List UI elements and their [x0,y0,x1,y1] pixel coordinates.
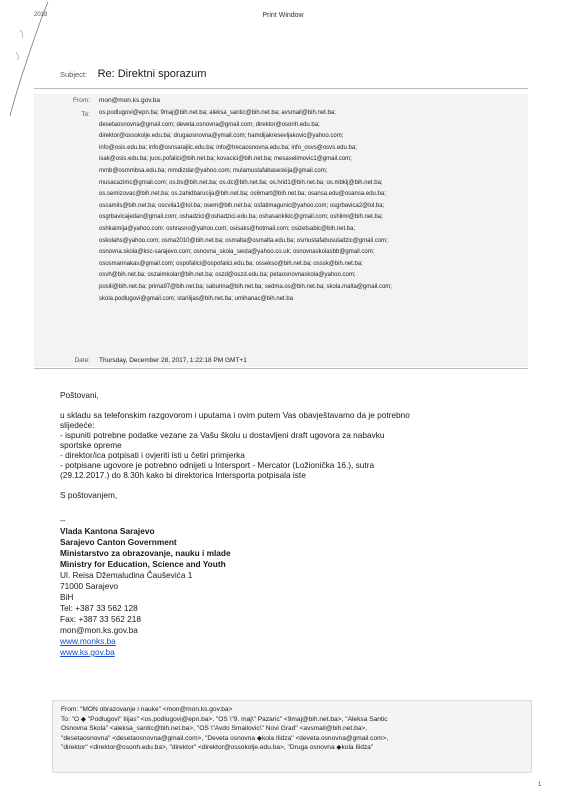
header-divider [34,88,528,89]
signature-org-line: Sarajevo Canton Government [60,537,177,547]
recipient-line[interactable]: musacazimc@gmail.com; os.bs@bih.net.ba; os.dc@bih.net.ba; os.hrid1@bih.net.ba; os.mbklj@bih.net.ba; [99,179,383,186]
recipient-line[interactable]: info@osis.edu.ba; info@osnsarajlic.edu.ba; info@trecaosnovna.edu.ba; info_osvs@osvs.edu.ba; [99,144,357,151]
recipient-list [99,110,527,307]
recipient-line[interactable]: ososmannakas@gmail.com; ospofalici@ospofalici.edu.ba; ossekso@bih.net.ba; osssk@bih.net.ba; [99,260,363,267]
signature-address-line: BiH [60,592,74,602]
signature-address-line: Ul. Reisa Džemaludina Čauševića 1 [60,570,193,580]
date-label: Date: [74,357,90,364]
greeting: Poštovani, [60,390,99,400]
recipient-line[interactable]: oshkaimija@yahoo.com; oshrasno@yahoo.com; osisaks@hotmail.com; osizetsabic@bih.net.ba; [99,225,356,232]
signature-link-monks[interactable]: www.monks.ba [60,636,116,646]
forwarded-line: "desetaosnovna" <desetaosnovna@gmail.com>, "Deveta osnovna ◆kola Ilidza" <deveta.osnovna@gmail.com>, [61,734,389,742]
signature-org-line: Ministry for Education, Science and Youth [60,559,226,569]
recipient-line[interactable]: osgrbavicajedan@gmail.com; oshadzici@oshadzici.edu.ba; oshasankikic@gmail.com; oshilmi@bih.net.ba; [99,214,383,221]
signature-email: mon@mon.ks.gov.ba [60,625,138,635]
page-number: 1 [538,782,542,788]
recipient-line[interactable]: osnovna.skola@ksc-sarajevo.com; osnovna_skola_sesta@yahoo.co.uk; osnovnaskolasbb@gmail.com; [99,249,375,256]
signature-block [60,515,526,658]
closing: S poštovanjem, [60,490,118,500]
subject-row [60,64,510,82]
recipient-line[interactable]: posili@bih.net.ba; prima97@bih.net.ba; saburina@bih.net.ba; sedma.os@bih.net.ba; skola.malta@gmail.com; [99,283,392,290]
recipient-line[interactable]: oscamils@bih.net.ba; oscvila1@lol.ba; osem@bih.net.ba; osfatimagunic@yahoo.com; osgrbavica2@lol.ba; [99,202,385,209]
body-line: slijedeće: [60,420,95,430]
print-date-corner: 2018 [34,12,48,18]
header-bottom-divider [34,368,528,369]
signature-org-line: Ministarstvo za obrazovanje, nauku i mlade [60,548,231,558]
recipient-line[interactable]: direktor@ossokolje.edu.ba; drugaosnovna@ymail.com; hamdijakresevljakovic@yahoo.com; [99,133,344,140]
subject-label: Subject: [60,70,88,79]
signature-address-line: 71000 Sarajevo [60,581,119,591]
signature-fax: Fax: +387 33 562 218 [60,614,141,624]
body-line: u skladu sa telefonskim razgovorom i uputama i ovim putem Vas obavještavamo da je potrebno [60,410,410,420]
body-line: - direktor/ica potpisati i ovjeriti isti u četiri primjerka [60,450,245,460]
recipient-line[interactable]: isak@osis.edu.ba; juos.pofalici@bih.net.ba; kovacici@bih.net.ba; mesaselimovic1@gmail.com; [99,156,352,163]
subject-text: Re: Direktni sporazum [97,68,207,80]
recipient-line[interactable]: desetaosnovna@gmail.com; deveta.osnovna@gmail.com; direktor@osonh.edu.ba; [99,121,320,128]
forwarded-line: From: "MON obrazovanje i nauke" <mon@mon.ks.gov.ba> [61,706,233,713]
to-label: To: [81,111,90,118]
forwarded-line: Osnovna Skola" <aleksa_santic@bih.net.ba>, "OS \"Avdo Smailovic\" Novi Grad" <avsmail@bih.net.ba>, [61,725,368,732]
body-line: (29.12.2017.) do 8.30h kako bi direktorica Intersporta potpisala iste [60,470,306,480]
recipient-line[interactable]: oskolahs@yahoo.com; osma2010@bih.net.ba; osmalta@osmalta.edu.ba; osmustafabusuladzic@gmail.com; [99,237,388,244]
recipient-line[interactable]: osvh@bih.net.ba; oszaimkolar@bih.net.ba; oszd@oszd.edu.ba; petaosnovnaskola@yahoo.com; [99,272,356,279]
forwarded-line: To: "O ◆ "Podlugovi" Ilijas" <os.podlugovi@epn.ba>, "OS \"9. maj\" Pazaric" <9maj@bih.net.ba>, "Aleksa Santic [61,715,388,723]
from-value[interactable]: mon@mon.ks.gov.ba [99,97,161,104]
forwarded-header-box [52,700,532,773]
body-line: sportske opreme [60,440,122,450]
recipient-line[interactable]: os.semizovac@bih.net.ba; os.zahidbarucija@bih.net.ba; os6mart@bih.net.ba; osansa.edu@osansa.edu.ba; [99,191,386,198]
date-value: Thursday, December 28, 2017, 1:22:18 PM GMT+1 [99,357,247,364]
recipient-line[interactable]: os.podlugovi@epn.ba; 9maj@bih.net.ba; aleksa_santic@bih.net.ba; avsmail@bih.net.ba; [99,110,336,116]
signature-separator: -- [60,515,66,525]
recipient-line[interactable]: mmb@osmmbsa.edu.ba; mmdizdar@yahoo.com; mulamustafabaseskija@gmail.com; [99,167,328,174]
body-line: - ispuniti potrebne podatke vezane za Vašu školu u dostavljeni draft ugovora za nabavku [60,430,385,440]
recipient-line[interactable]: skola.podlugovi@gmail.com; starilijas@bih.net.ba; umihanac@bih.net.ba [99,295,294,302]
to-row [34,108,528,354]
date-row [34,354,528,367]
from-row [34,94,528,108]
body-line: - potpisane ugovore je potrebno odnijeti u Intersport - Mercator (Ložionička 16.), sutra [60,460,375,470]
signature-link-ks[interactable]: www.ks.gov.ba [60,647,115,657]
signature-org-line: Vlada Kantona Sarajevo [60,526,155,536]
signature-tel: Tel: +387 33 562 128 [60,603,138,613]
print-window-title: Print Window [262,12,304,19]
forwarded-line: "direktor" <direktor@osonh.edu.ba>, "direktor" <direktor@ossokolje.edu.ba>, "Druga osnovna ◆kola Ilidza" [61,744,374,751]
message-body [60,390,526,500]
body-paragraph [60,410,526,480]
from-label: From: [73,97,90,104]
